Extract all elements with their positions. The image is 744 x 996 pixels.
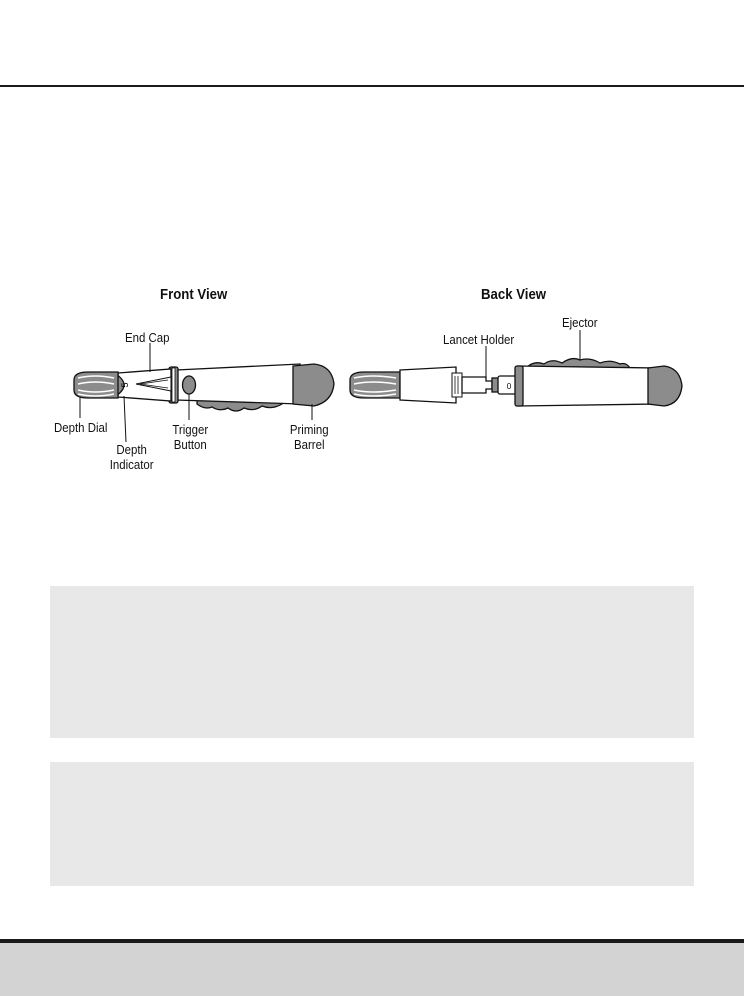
- lancet-holder-label: Lancet Holder: [443, 332, 515, 347]
- footer-bar: [0, 943, 744, 996]
- depth-indicator-line2: Indicator: [109, 457, 154, 472]
- priming-barrel-label: [289, 422, 329, 452]
- trigger-button-line2: Button: [173, 437, 207, 452]
- back-device: [350, 330, 682, 406]
- priming-barrel-line1: Priming: [289, 422, 329, 437]
- dial-number-text: 5: [120, 382, 130, 388]
- holder-number-text: 0: [506, 382, 512, 391]
- depth-dial-label: Depth Dial: [54, 420, 108, 435]
- info-panel-1: [50, 586, 694, 738]
- front-view-title: Front View: [160, 286, 228, 303]
- trigger-button-label: [170, 422, 210, 452]
- ejector-label: Ejector: [562, 315, 598, 330]
- trigger-button-line1: Trigger: [172, 422, 209, 437]
- trigger-button-shape: [183, 376, 196, 394]
- priming-barrel-shape: [293, 364, 334, 406]
- priming-barrel-line2: Barrel: [293, 437, 325, 452]
- end-cap-label: End Cap: [125, 330, 170, 345]
- info-panel-2: [50, 762, 694, 886]
- lancet-holder-shape: [462, 377, 492, 393]
- depth-indicator-line1: Depth: [116, 442, 147, 457]
- back-view-title: Back View: [481, 286, 547, 303]
- depth-indicator-label: [107, 442, 156, 472]
